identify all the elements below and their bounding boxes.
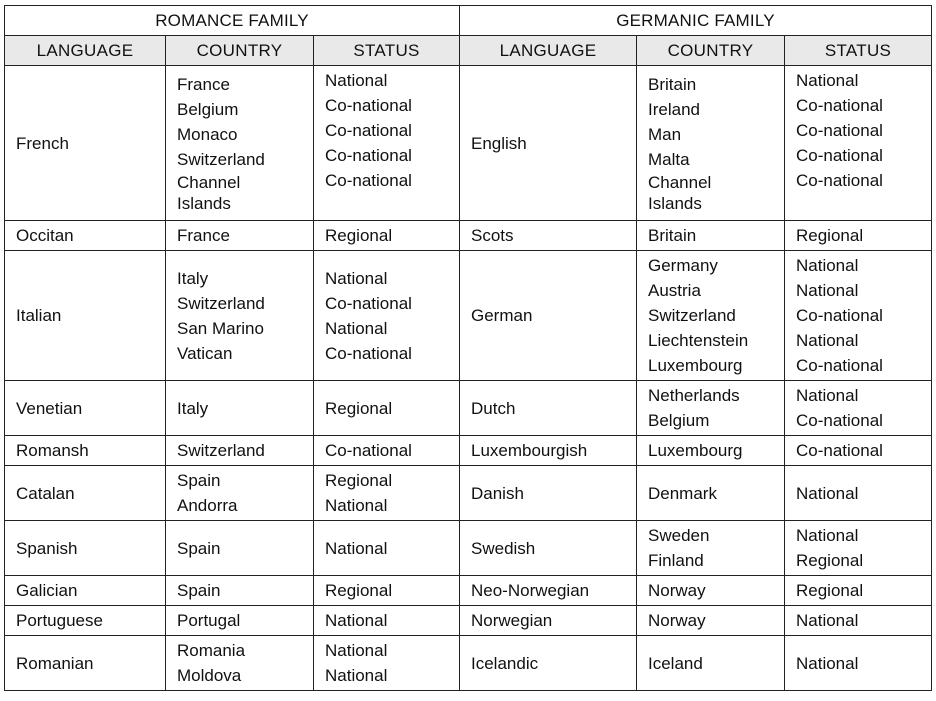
germanic-status-cell-line: National — [796, 526, 859, 545]
germanic-country-cell — [637, 521, 785, 576]
romance-status-cell-line: Co-national — [325, 171, 412, 190]
romance-country-cell-line: Channel Islands — [177, 173, 241, 213]
romance-country-cell-line: Spain — [177, 581, 221, 600]
romance-status-cell-line: Regional — [325, 581, 393, 600]
germanic-status-cell-line: National — [796, 653, 859, 673]
germanic-language-cell: German — [460, 251, 637, 381]
romance-language-cell: Portuguese — [5, 606, 166, 636]
germanic-status-cell — [785, 606, 932, 636]
romance-country-cell — [166, 466, 314, 521]
romance-status-cell — [314, 636, 460, 691]
romance-country-cell — [166, 521, 314, 576]
romance-country-header: COUNTRY — [166, 36, 314, 66]
germanic-status-cell-line: Regional — [796, 551, 864, 570]
romance-status-cell — [314, 466, 460, 521]
romance-language-cell: Italian — [5, 251, 166, 381]
germanic-language-cell: English — [460, 66, 637, 221]
germanic-country-cell-line: Luxembourg — [648, 356, 743, 375]
languages-table — [4, 5, 932, 691]
germanic-language-cell: Neo-Norwegian — [460, 576, 637, 606]
germanic-language-cell: Norwegian — [460, 606, 637, 636]
germanic-status-cell-line: Co-national — [796, 96, 883, 115]
romance-country-cell-line: Portugal — [177, 611, 241, 630]
romance-country-cell-line: Italy — [177, 268, 209, 288]
germanic-status-cell — [785, 466, 932, 521]
germanic-language-cell: Dutch — [460, 381, 637, 436]
germanic-status-cell-line: Co-national — [796, 411, 883, 430]
germanic-country-cell-line: Netherlands — [648, 386, 740, 405]
romance-country-cell — [166, 381, 314, 436]
romance-language-cell: Catalan — [5, 466, 166, 521]
germanic-country-cell-line: Denmark — [648, 483, 717, 503]
table-row — [5, 221, 932, 251]
romance-country-cell-line: Andorra — [177, 496, 238, 515]
germanic-status-cell-line: National — [796, 281, 859, 300]
romance-status-cell-line: Co-national — [325, 343, 412, 363]
romance-status-cell-line: National — [325, 611, 388, 630]
romance-language-cell: Venetian — [5, 381, 166, 436]
germanic-language-cell: Scots — [460, 221, 637, 251]
romance-country-cell — [166, 221, 314, 251]
romance-language-cell: Spanish — [5, 521, 166, 576]
germanic-status-cell-line: National — [796, 331, 859, 350]
romance-status-cell-line: Co-national — [325, 146, 412, 165]
romance-language-cell: Romansh — [5, 436, 166, 466]
romance-language-cell: Romanian — [5, 636, 166, 691]
romance-country-cell-line: Belgium — [177, 100, 239, 119]
romance-status-cell-line: National — [325, 71, 388, 90]
romance-status-cell-line: Co-national — [325, 441, 412, 460]
germanic-country-cell — [637, 251, 785, 381]
romance-status-cell — [314, 606, 460, 636]
germanic-country-cell-line: Finland — [648, 551, 704, 570]
romance-family-header: ROMANCE FAMILY — [5, 6, 460, 36]
romance-country-cell-line: Vatican — [177, 343, 233, 363]
romance-country-cell — [166, 66, 314, 221]
germanic-country-cell-line: Switzerland — [648, 306, 736, 325]
germanic-status-cell — [785, 251, 932, 381]
romance-status-cell-line: Co-national — [325, 293, 412, 313]
romance-status-cell — [314, 251, 460, 381]
table-row — [5, 381, 932, 436]
table-row — [5, 466, 932, 521]
romance-language-cell: Galician — [5, 576, 166, 606]
germanic-status-cell — [785, 636, 932, 691]
romance-country-cell-line: Italy — [177, 398, 209, 418]
romance-status-cell — [314, 576, 460, 606]
germanic-status-cell — [785, 221, 932, 251]
romance-country-cell — [166, 636, 314, 691]
germanic-status-cell-line: National — [796, 611, 859, 630]
romance-status-cell — [314, 66, 460, 221]
romance-status-cell — [314, 436, 460, 466]
romance-country-cell-line: France — [177, 226, 230, 245]
romance-status-cell-line: Regional — [325, 398, 393, 418]
table-row — [5, 66, 932, 221]
germanic-status-header: STATUS — [785, 36, 932, 66]
germanic-language-cell: Danish — [460, 466, 637, 521]
germanic-status-cell-line: Co-national — [796, 171, 883, 190]
germanic-status-cell — [785, 381, 932, 436]
romance-country-cell-line: Moldova — [177, 666, 242, 685]
germanic-status-cell-line: Co-national — [796, 306, 883, 325]
germanic-country-cell — [637, 466, 785, 521]
germanic-country-cell-line: Britain — [648, 75, 697, 94]
table-row — [5, 251, 932, 381]
romance-status-cell — [314, 381, 460, 436]
germanic-country-cell — [637, 66, 785, 221]
romance-country-cell — [166, 606, 314, 636]
germanic-country-cell-line: Sweden — [648, 526, 710, 545]
germanic-country-cell-line: Man — [648, 125, 682, 144]
germanic-country-cell-line: Channel Islands — [648, 173, 712, 213]
romance-status-cell — [314, 521, 460, 576]
romance-language-header: LANGUAGE — [5, 36, 166, 66]
germanic-country-header: COUNTRY — [637, 36, 785, 66]
germanic-status-cell — [785, 576, 932, 606]
romance-status-cell-line: Regional — [325, 471, 393, 490]
germanic-country-cell-line: Luxembourg — [648, 441, 743, 460]
table-row — [5, 576, 932, 606]
romance-country-cell-line: Monaco — [177, 125, 238, 144]
germanic-status-cell-line: Regional — [796, 581, 864, 600]
column-header-row — [5, 36, 932, 66]
germanic-status-cell-line: Co-national — [796, 121, 883, 140]
germanic-status-cell-line: National — [796, 386, 859, 405]
romance-country-cell-line: Switzerland — [177, 293, 265, 313]
germanic-country-cell — [637, 221, 785, 251]
romance-status-cell-line: National — [325, 496, 388, 515]
romance-status-cell — [314, 221, 460, 251]
romance-status-cell-line: Regional — [325, 226, 393, 245]
germanic-country-cell-line: Germany — [648, 256, 718, 275]
germanic-country-cell-line: Ireland — [648, 100, 700, 119]
germanic-status-cell-line: Co-national — [796, 441, 883, 460]
germanic-language-cell: Swedish — [460, 521, 637, 576]
romance-status-cell-line: National — [325, 318, 388, 338]
romance-country-cell — [166, 576, 314, 606]
germanic-status-cell-line: Co-national — [796, 356, 883, 375]
germanic-country-cell — [637, 606, 785, 636]
romance-status-cell-line: National — [325, 538, 388, 558]
germanic-country-cell-line: Belgium — [648, 411, 710, 430]
germanic-country-cell-line: Norway — [648, 581, 706, 600]
table-row — [5, 521, 932, 576]
germanic-status-cell — [785, 521, 932, 576]
romance-country-cell-line: San Marino — [177, 318, 264, 338]
germanic-country-cell — [637, 636, 785, 691]
romance-country-cell-line: Switzerland — [177, 150, 265, 169]
germanic-country-cell — [637, 436, 785, 466]
germanic-country-cell-line: Britain — [648, 226, 697, 245]
romance-language-cell: Occitan — [5, 221, 166, 251]
germanic-status-cell — [785, 436, 932, 466]
romance-status-cell-line: National — [325, 641, 388, 660]
germanic-family-header: GERMANIC FAMILY — [460, 6, 932, 36]
romance-status-cell-line: Co-national — [325, 121, 412, 140]
romance-country-cell-line: Switzerland — [177, 441, 265, 460]
germanic-country-cell-line: Iceland — [648, 653, 703, 673]
germanic-country-cell — [637, 381, 785, 436]
romance-language-cell: French — [5, 66, 166, 221]
romance-status-cell-line: National — [325, 666, 388, 685]
germanic-language-cell: Icelandic — [460, 636, 637, 691]
family-header-row — [5, 6, 932, 36]
germanic-status-cell-line: National — [796, 256, 859, 275]
romance-country-cell-line: France — [177, 75, 230, 94]
romance-country-cell — [166, 251, 314, 381]
romance-status-cell-line: National — [325, 268, 388, 288]
romance-country-cell-line: Spain — [177, 471, 221, 490]
germanic-status-cell-line: National — [796, 71, 859, 90]
germanic-status-cell-line: Regional — [796, 226, 864, 245]
romance-country-cell — [166, 436, 314, 466]
germanic-status-cell-line: Co-national — [796, 146, 883, 165]
table-row — [5, 436, 932, 466]
table-row — [5, 636, 932, 691]
germanic-language-header: LANGUAGE — [460, 36, 637, 66]
germanic-language-cell: Luxembourgish — [460, 436, 637, 466]
germanic-country-cell-line: Austria — [648, 281, 701, 300]
romance-status-cell-line: Co-national — [325, 96, 412, 115]
table-row — [5, 606, 932, 636]
germanic-status-cell — [785, 66, 932, 221]
germanic-country-cell-line: Liechtenstein — [648, 331, 749, 350]
germanic-status-cell-line: National — [796, 483, 859, 503]
germanic-country-cell-line: Malta — [648, 150, 690, 169]
germanic-country-cell-line: Norway — [648, 611, 706, 630]
germanic-country-cell — [637, 576, 785, 606]
romance-status-header: STATUS — [314, 36, 460, 66]
romance-country-cell-line: Spain — [177, 538, 221, 558]
romance-country-cell-line: Romania — [177, 641, 246, 660]
